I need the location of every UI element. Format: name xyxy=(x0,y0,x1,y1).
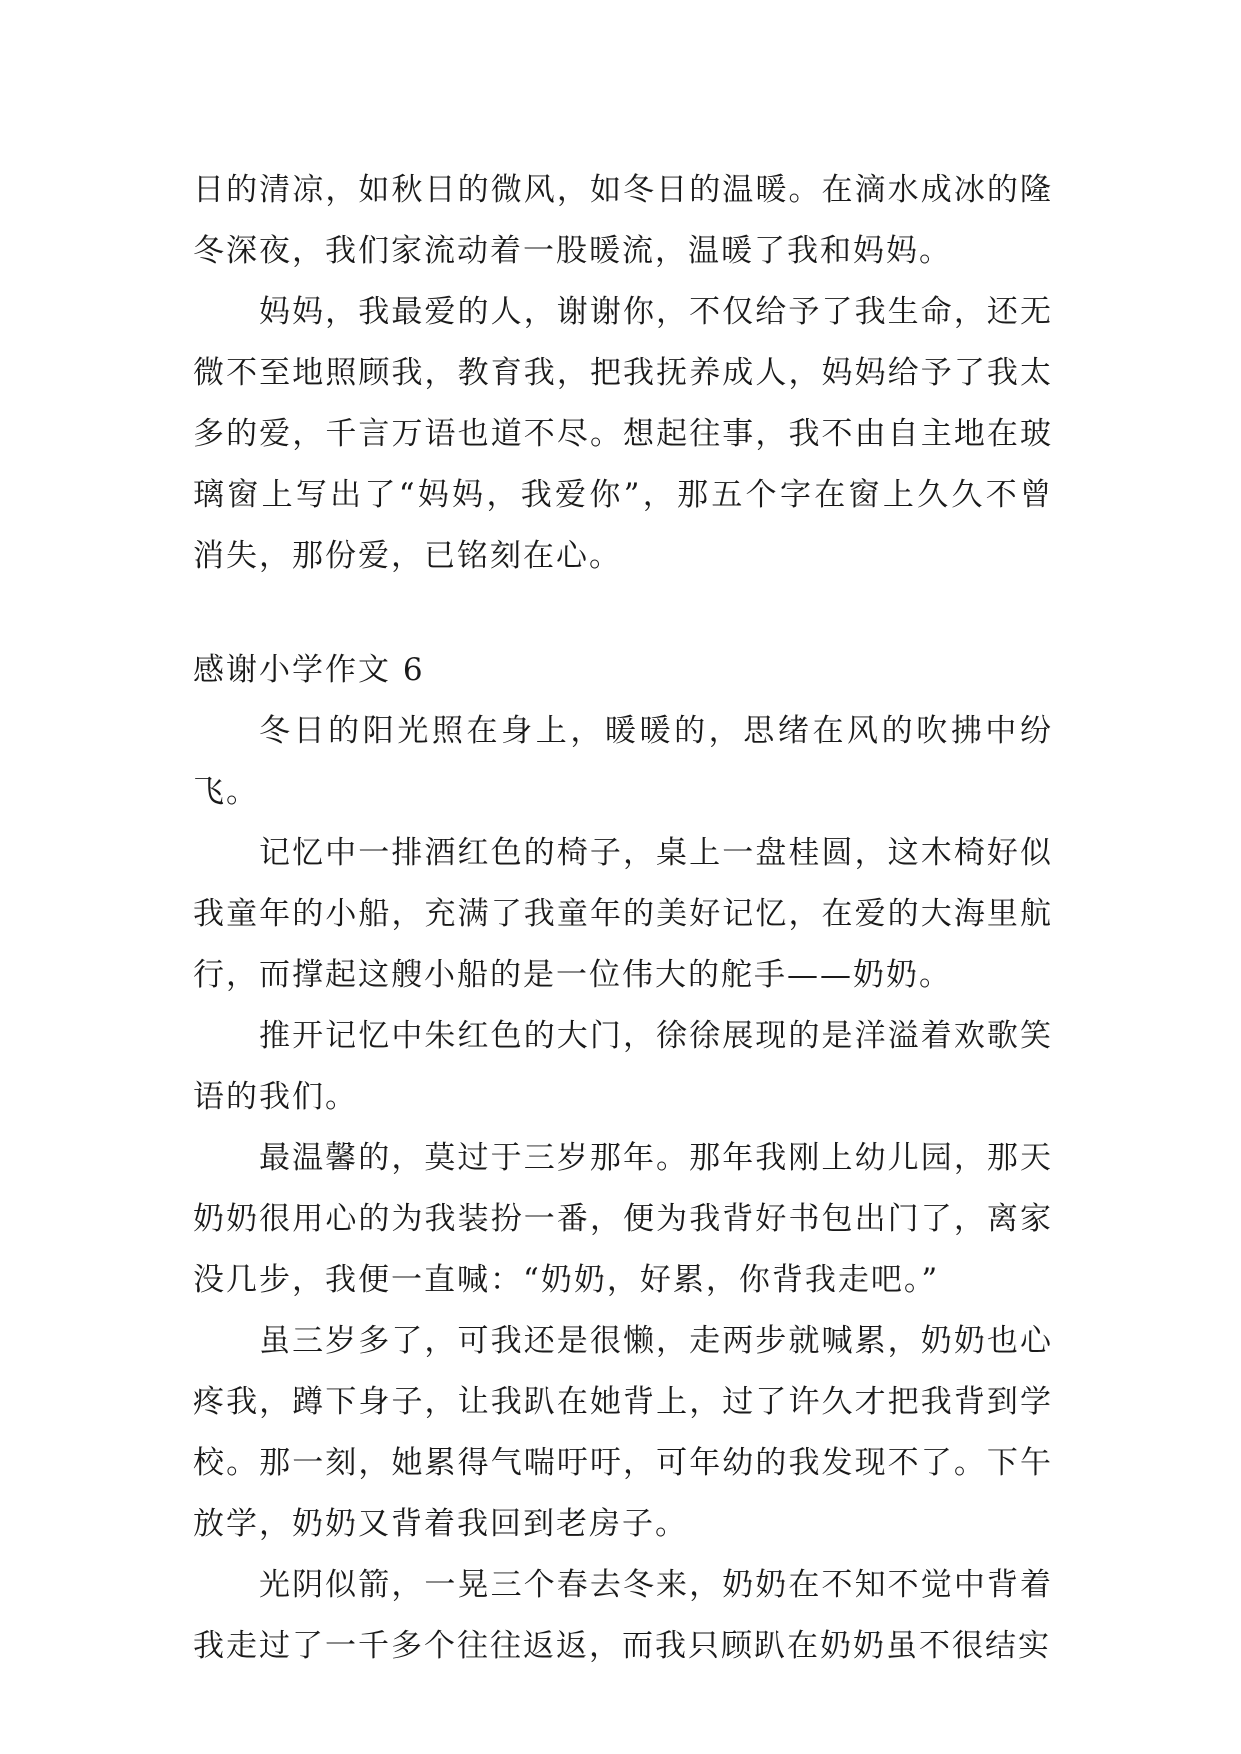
paragraph: 最温馨的，莫过于三岁那年。那年我刚上幼儿园，那天奶奶很用心的为我装扮一番，便为我背好书包出门了，离家没几步，我便一直喊：“奶奶，好累，你背我走吧。” xyxy=(193,1140,1053,1298)
section-title: 感谢小学作文 6 xyxy=(193,652,425,688)
paragraph: 妈妈，我最爱的人，谢谢你，不仅给予了我生命，还无微不至地照顾我，教育我，把我抚养成人，妈妈给予了我太多的爱，千言万语也道不尽。想起往事，我不由自主地在玻璃窗上写出了“妈妈，我爱你”，那五个字在窗上久久不曾消失，那份爱，已铭刻在心。 xyxy=(193,294,1053,574)
paragraph: 虽三岁多了，可我还是很懒，走两步就喊累，奶奶也心疼我，蹲下身子，让我趴在她背上，过了许久才把我背到学校。那一刻，她累得气喘吁吁，可年幼的我发现不了。下午放学，奶奶又背着我回到老房子。 xyxy=(193,1323,1053,1542)
paragraph: 推开记忆中朱红色的大门，徐徐展现的是洋溢着欢歌笑语的我们。 xyxy=(193,1018,1053,1115)
paragraph-truncated: 光阴似箭，一晃三个春去冬来，奶奶在不知不觉中背着我走过了一千多个往往返返，而我只顾趴在奶奶虽不很结实 xyxy=(193,1567,1053,1664)
paragraph-continued: 日的清凉，如秋日的微风，如冬日的温暖。在滴水成冰的隆冬深夜，我们家流动着一股暖流，温暖了我和妈妈。 xyxy=(193,172,1053,269)
paragraph: 冬日的阳光照在身上，暖暖的，思绪在风的吹拂中纷飞。 xyxy=(193,713,1053,810)
document-page xyxy=(193,160,1053,1677)
section-gap xyxy=(193,587,1053,640)
paragraph: 记忆中一排酒红色的椅子，桌上一盘桂圆，这木椅好似我童年的小船，充满了我童年的美好记忆，在爱的大海里航行，而撑起这艘小船的是一位伟大的舵手——奶奶。 xyxy=(193,835,1053,993)
